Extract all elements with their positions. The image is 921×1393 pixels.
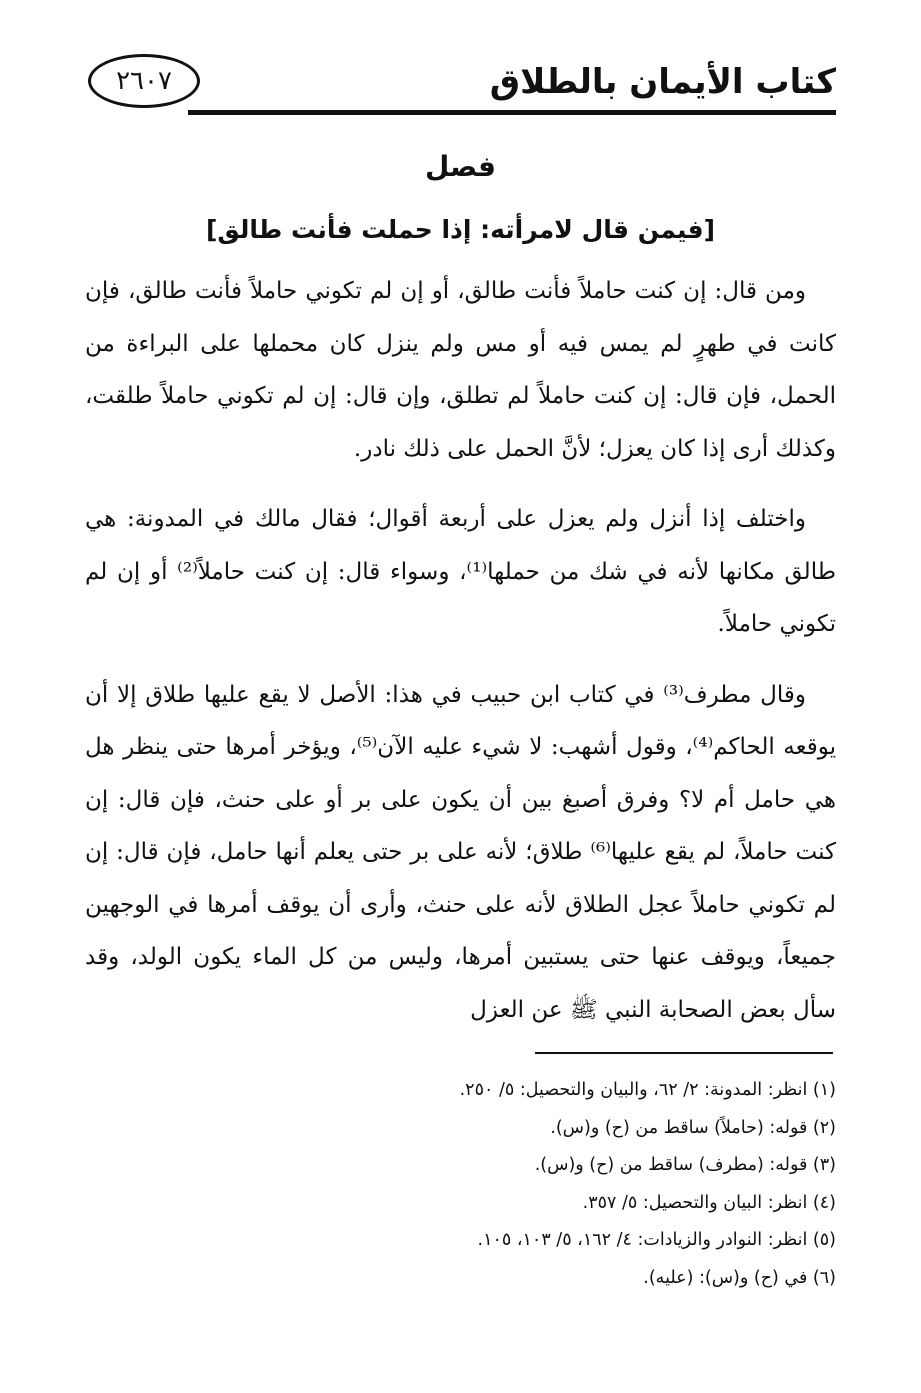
section-heading: فصل (425, 150, 496, 183)
footnote-5: (٥) انظر: النوادر والزيادات: ٤/ ١٦٢، ٥/ ١٠٣، ١٠٥. (477, 1230, 836, 1250)
paragraph-1: ومن قال: إن كنت حاملاً فأنت طالق، أو إن لم تكوني حاملاً فأنت طالق، فإن كانت في طهرٍ لم يمس فيه أو مس ولم ينزل كان محملها على البراءة من الحمل، فإن قال: إن كنت حاملاً لم تطلق، وإن قال: إن لم تكوني حاملاً طلقت، وكذلك أرى إذا كان يعزل؛ لأنَّ الحمل على ذلك نادر. (85, 278, 836, 462)
header-rule (188, 110, 836, 115)
footnote-separator (535, 1052, 833, 1054)
body-text (85, 265, 836, 1054)
page-header (88, 52, 836, 116)
footnote-1: (١) انظر: المدونة: ٢/ ٦٢، والبيان والتحصيل: ٥/ ٢٥٠. (459, 1080, 836, 1100)
footnotes (85, 1072, 836, 1297)
footnote-2: (٢) قوله: (حاملاً) ساقط من (ح) و(س). (550, 1117, 836, 1138)
book-title: كتاب الأيمان بالطلاق (489, 62, 836, 102)
page-number: ٢٦٠٧ (88, 54, 200, 108)
footnote-3: (٣) قوله: (مطرف) ساقط من (ح) و(س). (534, 1155, 836, 1175)
sub-heading: [فيمن قال لامرأته: إذا حملت فأنت طالق] (206, 215, 715, 244)
footnote-6: (٦) في (ح) و(س): (عليه). (643, 1267, 836, 1288)
paragraph-3: وقال مطرف⁽³⁾ في كتاب ابن حبيب في هذا: الأصل لا يقع عليها طلاق إلا أن يوقعه الحاكم⁽⁴⁾، وقول أشهب: لا شيء عليه الآن⁽⁵⁾، ويؤخر أمرها حتى ينظر هل هي حامل أم لا؟ وفرق أصبغ بين أن يكون على بر أو على حنث، فإن قال: إن كنت حاملاً، لم يقع عليها⁽⁶⁾ طلاق؛ لأنه على بر حتى يعلم أنها حامل، فإن قال: إن لم تكوني حاملاً عجل الطلاق لأنه على حنث، وأرى أن يوقف أمرها في الوجهين جميعاً، ويوقف عنها حتى يستبين أمرها، وليس من كل الماء يكون الولد، وقد سأل بعض الصحابة النبي ﷺ عن العزل (85, 681, 836, 1023)
footnote-4: (٤) انظر: البيان والتحصيل: ٥/ ٣٥٧. (582, 1192, 836, 1213)
paragraph-2: واختلف إذا أنزل ولم يعزل على أربعة أقوال؛ فقال مالك في المدونة: هي طالق مكانها لأنه في شك من حملها⁽¹⁾، وسواء قال: إن كنت حاملاً⁽²⁾ أو إن لم تكوني حاملاً. (85, 506, 837, 637)
